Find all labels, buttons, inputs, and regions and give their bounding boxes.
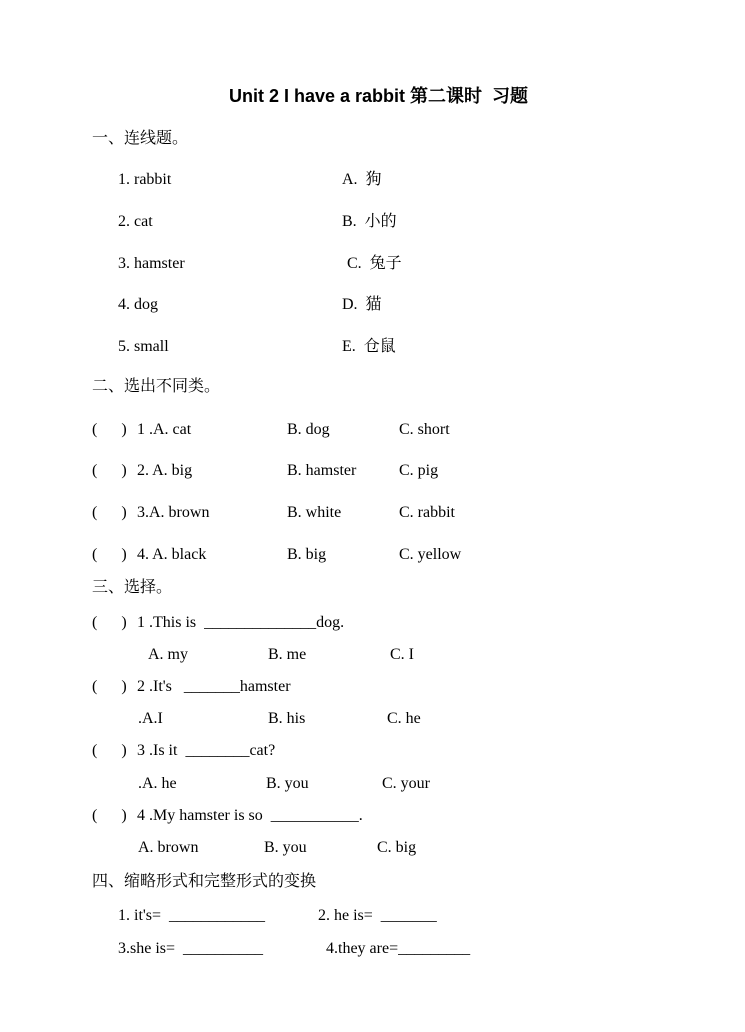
choice-q1-a: A. my (148, 646, 188, 663)
choice-q3-c: C. your (382, 775, 430, 792)
contraction-item-3: 3.she is= __________ (118, 940, 264, 957)
match-right-d: D. 猫 (342, 296, 382, 313)
odd-row-2-b: B. hamster (287, 462, 357, 479)
choice-q4-a: A. brown (138, 839, 199, 856)
odd-row-3-c: C. rabbit (399, 504, 455, 521)
match-left-2: 2. cat (118, 213, 153, 230)
choice-q3-paren: ( ) (92, 742, 127, 759)
choice-q4-paren: ( ) (92, 807, 127, 824)
section4-heading: 四、缩略形式和完整形式的变换 (92, 871, 317, 890)
choice-q2-b: B. his (268, 710, 306, 727)
match-right-b: B. 小的 (342, 213, 397, 230)
match-left-1: 1. rabbit (118, 171, 172, 188)
odd-row-2-c: C. pig (399, 462, 439, 479)
section2-heading: 二、选出不同类。 (92, 376, 221, 395)
odd-row-2-paren: ( ) (92, 462, 127, 479)
contraction-item-1: 1. it's= ____________ (118, 907, 266, 924)
odd-row-3-a: 3.A. brown (137, 504, 210, 521)
odd-row-1-paren: ( ) (92, 421, 127, 438)
contraction-item-2: 2. he is= _______ (318, 907, 437, 924)
choice-q1-stem: 1 .This is ______________dog. (137, 614, 345, 631)
odd-row-3-b: B. white (287, 504, 342, 521)
choice-q2-stem: 2 .It's _______hamster (137, 678, 291, 695)
choice-q4-stem: 4 .My hamster is so ___________. (137, 807, 363, 824)
choice-q3-a: .A. he (138, 775, 177, 792)
odd-row-2-a: 2. A. big (137, 462, 193, 479)
page-title: Unit 2 I have a rabbit 第二课时 习题 (229, 86, 529, 106)
choice-q4-b: B. you (264, 839, 307, 856)
choice-q3-b: B. you (266, 775, 309, 792)
choice-q2-c: C. he (387, 710, 421, 727)
odd-row-1-c: C. short (399, 421, 450, 438)
match-right-a: A. 狗 (342, 171, 382, 188)
match-left-3: 3. hamster (118, 255, 185, 272)
odd-row-4-paren: ( ) (92, 546, 127, 563)
choice-q3-stem: 3 .Is it ________cat? (137, 742, 276, 759)
match-left-4: 4. dog (118, 296, 158, 313)
match-right-c: C. 兔子 (347, 255, 402, 272)
choice-q1-b: B. me (268, 646, 307, 663)
odd-row-1-b: B. dog (287, 421, 330, 438)
section1-heading: 一、连线题。 (92, 128, 189, 147)
choice-q4-c: C. big (377, 839, 417, 856)
contraction-item-4: 4.they are=_________ (326, 940, 471, 957)
match-left-5: 5. small (118, 338, 169, 355)
choice-q2-a: .A.I (138, 710, 163, 727)
choice-q1-paren: ( ) (92, 614, 127, 631)
match-right-e: E. 仓鼠 (342, 338, 396, 355)
odd-row-4-a: 4. A. black (137, 546, 207, 563)
section3-heading: 三、选择。 (92, 577, 173, 596)
choice-q1-c: C. I (390, 646, 414, 663)
choice-q2-paren: ( ) (92, 678, 127, 695)
odd-row-3-paren: ( ) (92, 504, 127, 521)
odd-row-4-b: B. big (287, 546, 327, 563)
odd-row-4-c: C. yellow (399, 546, 462, 563)
odd-row-1-a: 1 .A. cat (137, 421, 192, 438)
